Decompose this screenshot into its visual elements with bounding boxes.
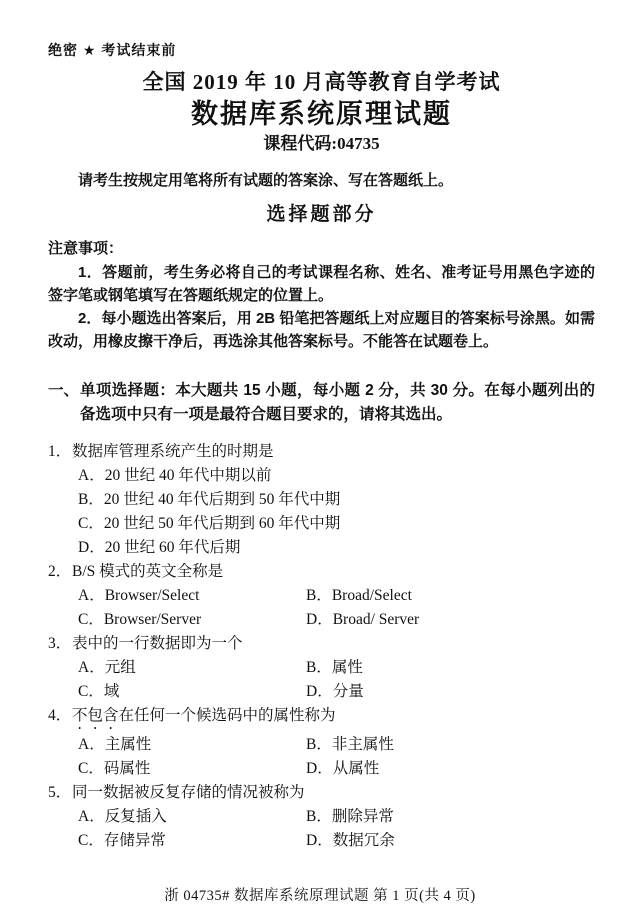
- exam-title: 全国 2019 年 10 月高等教育自学考试: [142, 70, 501, 94]
- option-1-c: [78, 512, 595, 536]
- option-5-d-text: 数据冗余: [332, 832, 395, 849]
- option-4-d-text: 从属性: [332, 760, 380, 777]
- option-3-c: [78, 680, 306, 704]
- question-2-options: [78, 584, 595, 632]
- note-2: 2．每小题选出答案后，用 2B 铅笔把答题纸上对应题目的答案标号涂黑。如需改动，用橡皮擦干净后，再选涂其他答案标号。不能答在试题卷上。: [48, 310, 595, 350]
- option-1-d-text: 20 世纪 60 年代后期: [104, 539, 241, 556]
- option-4-d-label: D．: [306, 760, 333, 777]
- option-1-d: [78, 536, 595, 560]
- note-1: 1．答题前，考生务必将自己的考试课程名称、姓名、准考证号用黑色字迹的签字笔或钢笔填写在答题纸规定的位置上。: [48, 264, 595, 304]
- section-title: 选择题部分: [266, 204, 377, 225]
- option-5-d-label: D．: [306, 832, 333, 849]
- option-3-c-text: 域: [103, 683, 120, 700]
- option-4-b: [306, 733, 595, 757]
- option-5-b-text: 删除异常: [331, 808, 394, 825]
- question-1-stem: [48, 440, 595, 464]
- option-5-a: [78, 805, 306, 829]
- question-4-text: [72, 704, 595, 733]
- option-5-d: [306, 829, 595, 853]
- question-4-rest-text: 在任何一个候选码中的属性称为: [118, 707, 336, 724]
- question-1: [48, 440, 595, 560]
- question-5-text: 同一数据被反复存储的情况被称为: [72, 784, 305, 801]
- option-5-a-text: 反复插入: [104, 808, 167, 825]
- question-3-text: 表中的一行数据即为一个: [72, 635, 243, 652]
- option-3-d: [306, 680, 595, 704]
- option-2-d-text: Broad/ Server: [332, 611, 420, 628]
- question-3-number: 3．: [48, 635, 72, 652]
- option-1-a-label: A．: [78, 467, 105, 484]
- option-4-c-text: 码属性: [103, 760, 151, 777]
- option-1-b-text: 20 世纪 40 年代后期到 50 年代中期: [103, 491, 341, 508]
- question-1-options: [78, 464, 595, 560]
- question-list: [48, 440, 595, 853]
- question-2: [48, 560, 595, 632]
- option-3-b: [306, 656, 595, 680]
- option-3-b-label: B．: [306, 659, 332, 676]
- option-1-b: [78, 488, 595, 512]
- option-1-a: [78, 464, 595, 488]
- option-4-d: [306, 757, 595, 781]
- part-one-heading: [48, 379, 595, 427]
- option-3-a: [78, 656, 306, 680]
- option-2-b-label: B．: [306, 587, 332, 604]
- question-3-options: [78, 656, 595, 704]
- question-2-number: 2．: [48, 563, 72, 580]
- option-3-d-text: 分量: [332, 683, 364, 700]
- question-4-options: [78, 733, 595, 781]
- option-2-d-label: D．: [306, 611, 333, 628]
- option-2-d: [306, 608, 595, 632]
- option-4-a: [78, 733, 306, 757]
- question-1-number: 1．: [48, 443, 72, 460]
- course-code: 课程代码:04735: [263, 134, 380, 153]
- option-2-a-label: A．: [78, 587, 105, 604]
- question-5-options: [78, 805, 595, 853]
- page-footer: 浙 04735# 数据库系统原理试题 第 1 页(共 4 页): [164, 888, 476, 904]
- paper-title: 数据库系统原理试题: [191, 99, 452, 129]
- option-2-b-text: Broad/Select: [331, 587, 412, 604]
- option-5-b: [306, 805, 595, 829]
- option-1-d-label: D．: [78, 539, 105, 556]
- option-2-a: [78, 584, 306, 608]
- question-3-stem: [48, 632, 595, 656]
- question-5-stem: [48, 781, 595, 805]
- question-5-number: 5．: [48, 784, 72, 801]
- question-4-number: 4．: [48, 707, 72, 724]
- question-3: [48, 632, 595, 704]
- question-1-text: 数据库管理系统产生的时期是: [72, 443, 274, 460]
- option-2-a-text: Browser/Select: [104, 587, 200, 604]
- answer-instruction: 请考生按规定用笔将所有试题的答案涂、写在答题纸上。: [78, 172, 454, 189]
- question-4-emphasized-text: 不包含: [72, 707, 119, 724]
- part-one-number: 一、: [48, 382, 80, 399]
- option-3-c-label: C．: [78, 683, 104, 700]
- option-5-a-label: A．: [78, 808, 105, 825]
- option-4-c: [78, 757, 306, 781]
- option-3-b-text: 属性: [331, 659, 363, 676]
- option-4-c-label: C．: [78, 760, 104, 777]
- option-2-b: [306, 584, 595, 608]
- option-3-d-label: D．: [306, 683, 333, 700]
- option-4-b-text: 非主属性: [331, 736, 394, 753]
- part-one-text: 单项选择题：本大题共 15 小题，每小题 2 分，共 30 分。在每小题列出的备选项中只有一项是最符合题目要求的，请将其选出。: [80, 382, 595, 423]
- option-1-c-label: C．: [78, 515, 104, 532]
- option-2-c-text: Browser/Server: [103, 611, 202, 628]
- option-5-c-text: 存储异常: [103, 832, 166, 849]
- option-4-a-label: A．: [78, 736, 105, 753]
- option-4-b-label: B．: [306, 736, 332, 753]
- question-5: [48, 781, 595, 853]
- option-1-c-text: 20 世纪 50 年代后期到 60 年代中期: [103, 515, 341, 532]
- option-5-c: [78, 829, 306, 853]
- notes-heading: 注意事项：: [48, 240, 124, 257]
- security-classification: 绝密 ★ 考试结束前: [48, 42, 177, 58]
- question-4: [48, 704, 595, 781]
- option-5-b-label: B．: [306, 808, 332, 825]
- question-4-stem: [48, 704, 595, 733]
- option-1-a-text: 20 世纪 40 年代中期以前: [104, 467, 272, 484]
- option-3-a-text: 元组: [104, 659, 136, 676]
- option-2-c: [78, 608, 306, 632]
- question-2-stem: [48, 560, 595, 584]
- option-4-a-text: 主属性: [104, 736, 152, 753]
- option-3-a-label: A．: [78, 659, 105, 676]
- option-5-c-label: C．: [78, 832, 104, 849]
- question-2-text: B/S 模式的英文全称是: [72, 563, 224, 580]
- option-2-c-label: C．: [78, 611, 104, 628]
- option-1-b-label: B．: [78, 491, 104, 508]
